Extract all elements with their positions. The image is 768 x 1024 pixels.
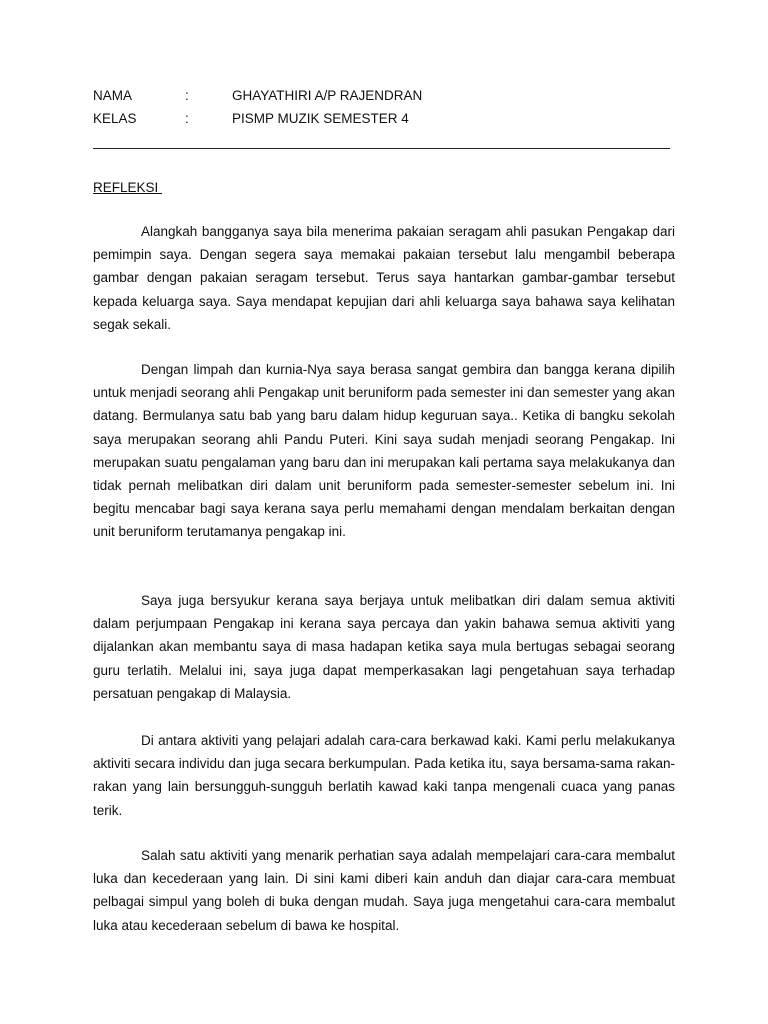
header-divider <box>93 148 670 149</box>
paragraph-2: Dengan limpah dan kurnia-Nya saya berasa sangat gembira dan bangga kerana dipilih untuk menjadi seorang ahli Pengakap unit beruniform pada semester ini dan semester yang akan datang. Bermulanya satu bab yang baru dalam hidup keguruan saya.. Ketika di bangku sekolah saya merupakan seorang ahli Pandu Puteri. Kini saya sudah menjadi seorang Pengakap. Ini merupakan suatu pengalaman yang baru dan ini merupakan kali pertama saya melakukanya dan tidak pernah melibatkan diri dalam unit beruniform pada semester-semester sebelum ini. Ini begitu mencabar bagi saya kerana saya perlu memahami dengan mendalam berkaitan dengan unit beruniform terutamanya pengakap ini. <box>93 362 675 540</box>
class-colon: : <box>185 111 189 126</box>
paragraph-3: Saya juga bersyukur kerana saya berjaya untuk melibatkan diri dalam semua aktiviti dalam perjumpaan Pengakap ini kerana saya percaya dan yakin bahawa semua aktiviti yang dijalankan akan membantu saya di masa hadapan ketika saya mula bertugas sebagai seorang guru terlatih. Melalui ini, saya juga dapat memperkasakan lagi pengetahuan saya terhadap persatuan pengakap di Malaysia. <box>93 593 675 701</box>
class-value: PISMP MUZIK SEMESTER 4 <box>232 111 409 126</box>
paragraph-5: Salah satu aktiviti yang menarik perhatian saya adalah mempelajari cara-cara membalut luka dan kecederaan yang lain. Di sini kami diberi kain anduh dan diajar cara-cara membuat pelbagai simpul yang boleh di buka dengan mudah. Saya juga mengetahui cara-cara membalut luka atau kecederaan sebelum di bawa ke hospital. <box>93 848 675 933</box>
section-title: REFLEKSI <box>93 180 163 195</box>
name-value: GHAYATHIRI A/P RAJENDRAN <box>232 88 423 103</box>
paragraph-4: Di antara aktiviti yang pelajari adalah cara-cara berkawad kaki. Kami perlu melakukanya aktiviti secara individu dan juga secara berkumpulan. Pada ketika itu, saya bersama-sama rakan-rakan yang lain bersungguh-sungguh berlatih kawad kaki tanpa mengenali cuaca yang panas terik. <box>93 733 675 818</box>
name-colon: : <box>185 88 189 103</box>
paragraph-1: Alangkah bangganya saya bila menerima pakaian seragam ahli pasukan Pengakap dari pemimpin saya. Dengan segera saya memakai pakaian tersebut lalu mengambil beberapa gambar dengan pakaian seragam tersebut. Terus saya hantarkan gambar-gambar tersebut kepada keluarga saya. Saya mendapat kepujian dari ahli keluarga saya bahawa saya kelihatan segak sekali. <box>93 224 675 332</box>
name-label: NAMA <box>93 88 133 103</box>
class-label: KELAS <box>93 111 137 126</box>
